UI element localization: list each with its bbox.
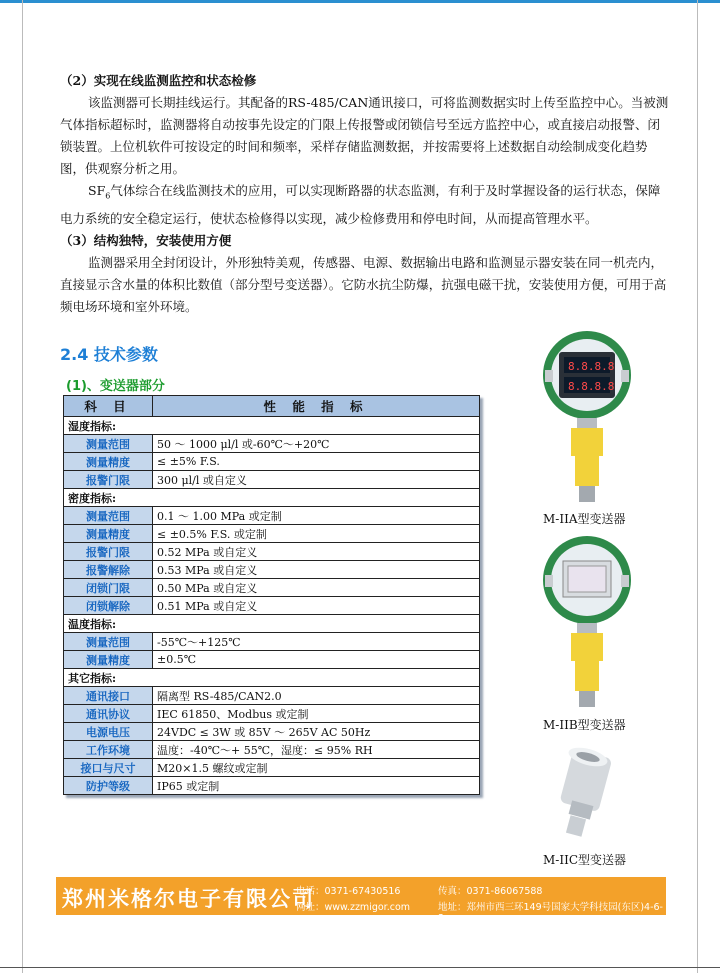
footer-website: 网址：www.zzmigor.com xyxy=(296,902,411,913)
table-category-row xyxy=(64,489,480,507)
table-header-row xyxy=(64,396,480,417)
transmitter-c-caption: M-IIC型变送器 xyxy=(543,853,627,867)
table-row-value: IEC 61850、Modbus 或定制 xyxy=(153,705,480,723)
table-row xyxy=(64,633,480,651)
transmitter-b-image xyxy=(537,535,637,715)
sf6-prefix: SF xyxy=(88,183,106,198)
table-row-value: IP65 或定制 xyxy=(153,777,480,795)
footer-fax: 传真：0371-86067588 xyxy=(438,886,543,897)
section2-heading: （2）实现在线监测监控和状态检修 xyxy=(60,73,257,88)
table-row xyxy=(64,525,480,543)
table-row-key: 测量范围 xyxy=(64,633,153,651)
table-row-key: 通讯接口 xyxy=(64,687,153,705)
tech-params-title: 2.4 技术参数 xyxy=(60,345,158,364)
table-row-value: 0.1 ～ 1.00 MPa 或定制 xyxy=(153,507,480,525)
table-row xyxy=(64,561,480,579)
section3-heading: （3）结构独特，安装使用方便 xyxy=(60,232,232,248)
table-row xyxy=(64,597,480,615)
footer-address: 地址：郑州市西三环149号国家大学科技园(东区)4-6-3 xyxy=(438,902,663,924)
table-category-row xyxy=(64,417,480,435)
spec-table-body xyxy=(64,417,480,795)
right-frame-line xyxy=(697,0,698,973)
table-category-row xyxy=(64,669,480,687)
table-row-value: -55℃～+125℃ xyxy=(153,633,480,651)
table-row xyxy=(64,741,480,759)
table-row-value: ≤ ±0.5% F.S. 或定制 xyxy=(153,525,480,543)
table-category-label: 湿度指标: xyxy=(64,417,480,435)
section2-block xyxy=(60,70,670,318)
transmitter-subtitle: (1)、变送器部分 xyxy=(66,379,165,394)
transmitter-a-image xyxy=(537,330,637,510)
table-row-key: 工作环境 xyxy=(64,741,153,759)
svg-text:8.8.8.8: 8.8.8.8 xyxy=(568,360,615,373)
table-row-key: 报警解除 xyxy=(64,561,153,579)
table-row-value: 0.52 MPa 或自定义 xyxy=(153,543,480,561)
table-row-value: 0.51 MPa 或自定义 xyxy=(153,597,480,615)
table-row xyxy=(64,777,480,795)
table-row-key: 闭锁门限 xyxy=(64,579,153,597)
table-row-key: 测量范围 xyxy=(64,435,153,453)
table-row xyxy=(64,507,480,525)
table-row-key: 防护等级 xyxy=(64,777,153,795)
section2-para1: 该监测器可长期挂线运行。其配备的RS-485/CAN通讯接口，可将监测数据实时上传至监控中心。当被测气体指标超标时，监测器将自动按事先设定的门限上传报警或闭锁信号至远方监控中心，或直接启动报警、闭锁装置。上位机软件可按设定的时间和频率，采样存储监测数据，并按需要将上述数据自动绘制成变化趋势图，供观察分析之用。 xyxy=(60,95,669,176)
table-row-key: 闭锁解除 xyxy=(64,597,153,615)
table-row xyxy=(64,687,480,705)
table-row-key: 接口与尺寸 xyxy=(64,759,153,777)
table-row-value: ≤ ±5% F.S. xyxy=(153,453,480,471)
table-row-value: M20×1.5 螺纹或定制 xyxy=(153,759,480,777)
footer-banner xyxy=(56,877,666,924)
table-category-label: 密度指标: xyxy=(64,489,480,507)
table-row xyxy=(64,543,480,561)
table-row-key: 测量精度 xyxy=(64,453,153,471)
table-row xyxy=(64,759,480,777)
table-row xyxy=(64,471,480,489)
table-row xyxy=(64,579,480,597)
table-row-value: 0.50 MPa 或自定义 xyxy=(153,579,480,597)
section3-para: 监测器采用全封闭设计，外形独特美观，传感器、电源、数据输出电路和监测显示器安装在同一机壳内，直接显示含水量的体积比数值（部分型号变送器）。它防水抗尘防爆，抗强电磁干扰，安装使用方便，可用于高频电场环境和室外环境。 xyxy=(60,254,667,314)
table-category-label: 其它指标: xyxy=(64,669,480,687)
company-name: 郑州米格尔电子有限公司 xyxy=(62,887,315,911)
section2-para2-text: 气体综合在线监测技术的应用，可以实现断路器的状态监测，有利于及时掌握设备的运行状态，保障电力系统的安全稳定运行，使状态检修得以实现，减少检修费用和停电时间，从而提高管理水平。 xyxy=(60,183,661,226)
transmitter-b-caption: M-IIB型变送器 xyxy=(543,718,626,732)
table-row-value: 温度：-40℃～+ 55℃，湿度：≤ 95% RH xyxy=(153,741,480,759)
table-head-performance: 性 能 指 标 xyxy=(153,396,480,417)
table-row-key: 测量范围 xyxy=(64,507,153,525)
transmitter-a-caption: M-IIA型变送器 xyxy=(543,512,626,526)
table-row xyxy=(64,723,480,741)
svg-text:8.8.8.8: 8.8.8.8 xyxy=(568,380,615,393)
table-row-key: 报警门限 xyxy=(64,471,153,489)
table-row-key: 通讯协议 xyxy=(64,705,153,723)
table-row-key: 测量精度 xyxy=(64,651,153,669)
table-row-value: 隔离型 RS-485/CAN2.0 xyxy=(153,687,480,705)
table-row xyxy=(64,705,480,723)
bottom-rule xyxy=(0,967,720,968)
table-row-value: 0.53 MPa 或自定义 xyxy=(153,561,480,579)
table-category-label: 温度指标: xyxy=(64,615,480,633)
table-row-key: 电源电压 xyxy=(64,723,153,741)
top-rule xyxy=(0,0,720,3)
table-row-value: 300 μl/l 或自定义 xyxy=(153,471,480,489)
sf6-subscript: 6 xyxy=(105,191,111,201)
table-row xyxy=(64,651,480,669)
table-row-key: 报警门限 xyxy=(64,543,153,561)
left-frame-line xyxy=(22,0,23,973)
table-row xyxy=(64,435,480,453)
table-row-key: 测量精度 xyxy=(64,525,153,543)
table-category-row xyxy=(64,615,480,633)
spec-table xyxy=(63,395,480,795)
table-row-value: 24VDC ≤ 3W 或 85V ～ 265V AC 50Hz xyxy=(153,723,480,741)
footer-tel: 电话：0371-67430516 xyxy=(296,886,401,897)
transmitter-c-image xyxy=(552,745,632,845)
table-row-value: ±0.5℃ xyxy=(153,651,480,669)
table-row xyxy=(64,453,480,471)
section2-para2 xyxy=(60,180,670,230)
table-head-subject: 科 目 xyxy=(64,396,153,417)
table-row-value: 50 ～ 1000 μl/l 或-60℃～+20℃ xyxy=(153,435,480,453)
